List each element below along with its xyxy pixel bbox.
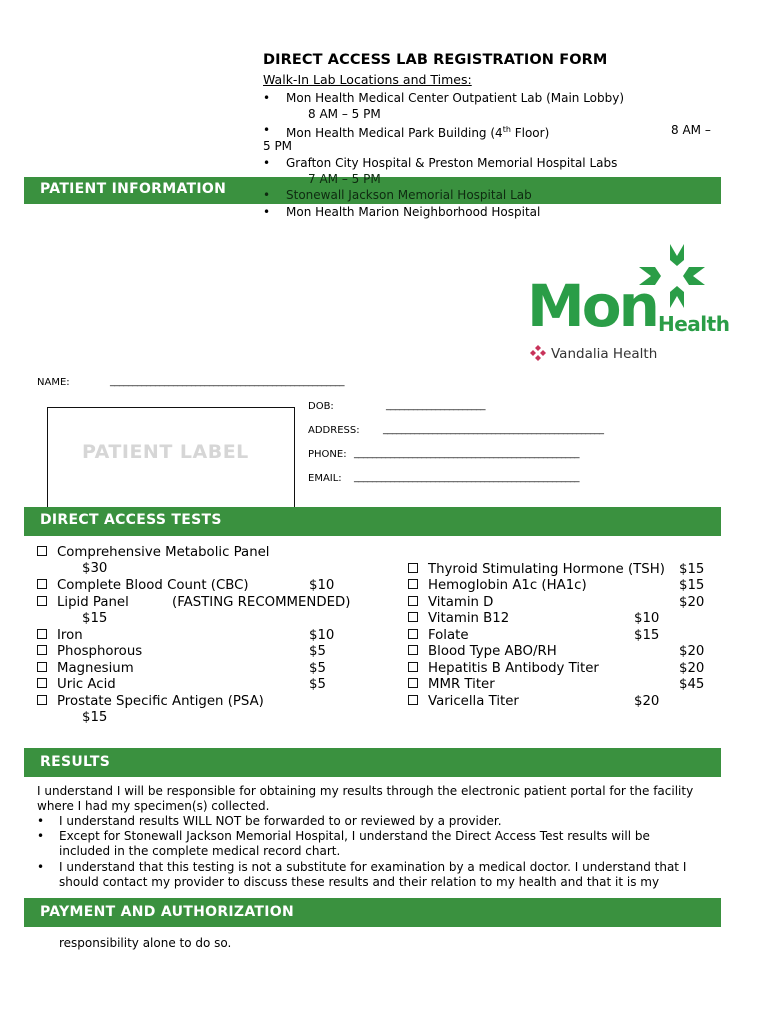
locations-subtitle: Walk-In Lab Locations and Times:: [263, 72, 472, 87]
payment-authorization-header: [24, 898, 721, 927]
location-bullet: •: [263, 91, 271, 105]
test-checkbox[interactable]: [37, 579, 47, 589]
test-price: $20: [679, 595, 705, 610]
test-price: $30: [82, 561, 108, 576]
location-bullet: •: [263, 123, 271, 137]
results-bullet: responsibility alone to do so.: [59, 936, 232, 950]
test-note: (FASTING RECOMMENDED): [172, 595, 351, 610]
test-price: $20: [679, 661, 705, 676]
logo-parent: Vandalia Health: [551, 346, 658, 362]
address-label: ADDRESS:: [308, 425, 360, 436]
test-price: $15: [679, 562, 705, 577]
test-item-cbc[interactable]: Complete Blood Count (CBC): [37, 578, 249, 595]
test-price: $45: [679, 677, 705, 692]
test-checkbox[interactable]: [37, 546, 47, 556]
dob-field[interactable]: ______________________: [386, 400, 485, 411]
phone-field[interactable]: __________________________________________________: [354, 448, 579, 459]
test-price: $15: [82, 710, 108, 725]
results-intro: where I had my specimen(s) collected.: [37, 799, 270, 813]
test-price: $5: [309, 677, 326, 692]
test-item-tsh[interactable]: Thyroid Stimulating Hormone (TSH): [408, 562, 665, 579]
test-checkbox[interactable]: [408, 695, 418, 705]
test-checkbox[interactable]: [37, 662, 47, 672]
location-bullet: •: [263, 156, 271, 170]
test-item-magnesium[interactable]: Magnesium: [37, 661, 134, 678]
test-price: $20: [679, 644, 705, 659]
test-item-lipid[interactable]: Lipid Panel: [37, 595, 129, 612]
section-title: PATIENT INFORMATION: [40, 181, 227, 197]
test-item-ha1c[interactable]: Hemoglobin A1c (HA1c): [408, 578, 587, 595]
test-checkbox[interactable]: [408, 678, 418, 688]
email-label: EMAIL:: [308, 473, 342, 484]
test-item-vitamin-d[interactable]: Vitamin D: [408, 595, 493, 612]
test-checkbox[interactable]: [37, 678, 47, 688]
logo-brand-main: Mon: [527, 272, 657, 340]
test-checkbox[interactable]: [408, 596, 418, 606]
test-item-hep-b[interactable]: Hepatitis B Antibody Titer: [408, 661, 599, 678]
name-label: NAME:: [37, 377, 70, 388]
email-field[interactable]: __________________________________________________: [354, 472, 579, 483]
test-checkbox[interactable]: [408, 563, 418, 573]
results-intro: I understand I will be responsible for obtaining my results through the electronic patient portal for the facility: [37, 784, 694, 798]
test-price: $5: [309, 661, 326, 676]
patient-label-text: PATIENT LABEL: [82, 441, 249, 463]
test-item-cmp[interactable]: Comprehensive Metabolic Panel: [37, 545, 270, 562]
test-checkbox[interactable]: [37, 695, 47, 705]
test-checkbox[interactable]: [408, 645, 418, 655]
results-header: [24, 748, 721, 777]
test-price: $10: [309, 628, 335, 643]
location-name: Stonewall Jackson Memorial Hospital Lab: [286, 188, 532, 202]
test-checkbox[interactable]: [37, 645, 47, 655]
bullet-dot: •: [37, 814, 45, 828]
mon-health-logo: [527, 242, 737, 370]
results-bullet: I understand results WILL NOT be forwarded to or reviewed by a provider.: [59, 814, 502, 828]
test-checkbox[interactable]: [37, 629, 47, 639]
test-checkbox[interactable]: [408, 579, 418, 589]
results-bullet: should contact my provider to discuss these results and their relation to my health and that it is my: [59, 875, 660, 889]
location-hours-wrap: 5 PM: [263, 139, 293, 153]
dob-label: DOB:: [308, 401, 334, 412]
test-price: $5: [309, 644, 326, 659]
test-checkbox[interactable]: [408, 662, 418, 672]
section-title: PAYMENT AND AUTHORIZATION: [40, 904, 294, 920]
location-hours: 7 AM – 5 PM: [308, 172, 381, 186]
results-bullet: I understand that this testing is not a substitute for examination by a medical doctor. I understand that I: [59, 860, 687, 874]
test-item-psa[interactable]: Prostate Specific Antigen (PSA): [37, 694, 264, 711]
logo-brand-sub: Health: [658, 312, 730, 336]
test-price: $15: [634, 628, 660, 643]
test-item-vitamin-b12[interactable]: Vitamin B12: [408, 611, 509, 628]
bullet-dot: •: [37, 860, 45, 874]
location-name: Mon Health Medical Center Outpatient Lab (Main Lobby): [286, 91, 625, 105]
section-title: DIRECT ACCESS TESTS: [40, 512, 222, 528]
test-item-iron[interactable]: Iron: [37, 628, 83, 645]
test-item-folate[interactable]: Folate: [408, 628, 469, 645]
test-checkbox[interactable]: [37, 596, 47, 606]
test-checkbox[interactable]: [408, 612, 418, 622]
location-name: Mon Health Medical Park Building (4th Floor): [286, 125, 550, 140]
name-field[interactable]: ____________________________________________________: [110, 376, 344, 387]
test-price: $10: [309, 578, 335, 593]
location-name: Mon Health Marion Neighborhood Hospital: [286, 205, 541, 219]
location-hours: 8 AM – 5 PM: [308, 107, 381, 121]
test-price: $10: [634, 611, 660, 626]
test-item-uric-acid[interactable]: Uric Acid: [37, 677, 116, 694]
test-price: $15: [679, 578, 705, 593]
test-price: $20: [634, 694, 660, 709]
results-bullet: Except for Stonewall Jackson Memorial Hospital, I understand the Direct Access Test results will be: [59, 829, 650, 843]
test-item-blood-type[interactable]: Blood Type ABO/RH: [408, 644, 557, 661]
location-hours: 8 AM –: [671, 123, 711, 137]
test-item-mmr[interactable]: MMR Titer: [408, 677, 495, 694]
test-checkbox[interactable]: [408, 629, 418, 639]
vandalia-mark-icon: [530, 345, 546, 361]
location-bullet: •: [263, 205, 271, 219]
test-item-varicella[interactable]: Varicella Titer: [408, 694, 519, 711]
direct-access-tests-header: [24, 507, 721, 536]
address-field[interactable]: _________________________________________________: [383, 424, 604, 435]
section-title: RESULTS: [40, 754, 111, 770]
location-bullet: •: [263, 188, 271, 202]
location-name: Grafton City Hospital & Preston Memorial Hospital Labs: [286, 156, 618, 170]
form-title: DIRECT ACCESS LAB REGISTRATION FORM: [263, 52, 608, 68]
phone-label: PHONE:: [308, 449, 347, 460]
results-bullet: included in the complete medical record chart.: [59, 844, 341, 858]
bullet-dot: •: [37, 829, 45, 843]
test-item-phosphorous[interactable]: Phosphorous: [37, 644, 142, 661]
test-price: $15: [82, 611, 108, 626]
